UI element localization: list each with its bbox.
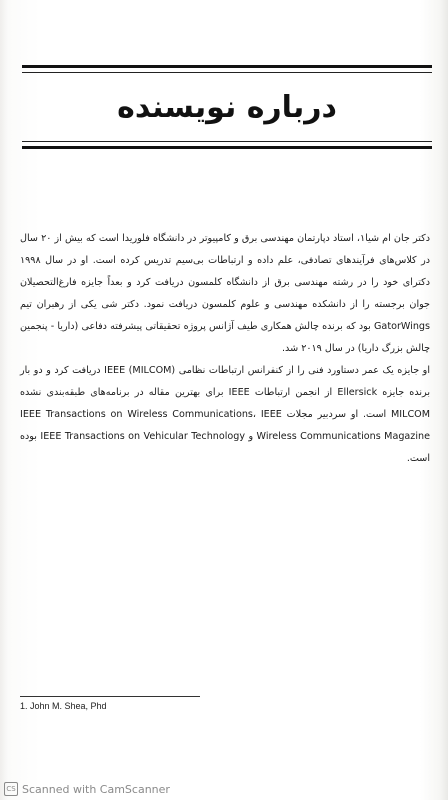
camscanner-icon: CS [4, 782, 18, 796]
page-title: درباره نویسنده [117, 90, 337, 125]
title-frame [22, 65, 432, 149]
body-text [20, 228, 430, 470]
paragraph-2: او جایزه یک عمر دستاورد فنی را از کنفرانس ارتباطات نظامی (IEEE (MILCOM دریافت کرد و دو بار برنده جایزه Ellersick از انجمن ارتباطات IEEE برای بهترین مقاله در برنامه‌های طبقه‌بندی نشده MILCOM است. او سردبیر مجلات IEEE Transactions on Wireless Communications، IEEE Wireless Communications Magazine و IEEE Transactions on Vehicular Technology بوده است. [20, 365, 430, 464]
footnote-divider [20, 696, 200, 697]
footnote: 1. John M. Shea, Phd [20, 701, 107, 711]
scanner-watermark [4, 782, 170, 796]
watermark-text: Scanned with CamScanner [22, 782, 170, 796]
paragraph-1: دکتر جان ام شیا۱، استاد دپارتمان مهندسی برق و کامپیوتر در دانشگاه فلوریدا است که بیش از ۲۰ سال در کلاس‌های فرآیندهای تصادفی، علم داده و ارتباطات بی‌سیم تدریس کرده است. او در سال ۱۹۹۸ دکترای خود را در رشته مهندسی برق از دانشگاه کلمسون دریافت کرد و بعداً جایزه فارغ‌التحصیلان جوان برجسته را از دانشکده مهندسی و علوم کلمسون دریافت نمود. دکتر شی یکی از رهبران تیم GatorWings بود که برنده چالش همکاری طیف آژانس پروژه تحقیقاتی پیشرفته دفاعی (داریا - پنجمین چالش بزرگ داریا) در سال ۲۰۱۹ شد. [20, 233, 431, 354]
